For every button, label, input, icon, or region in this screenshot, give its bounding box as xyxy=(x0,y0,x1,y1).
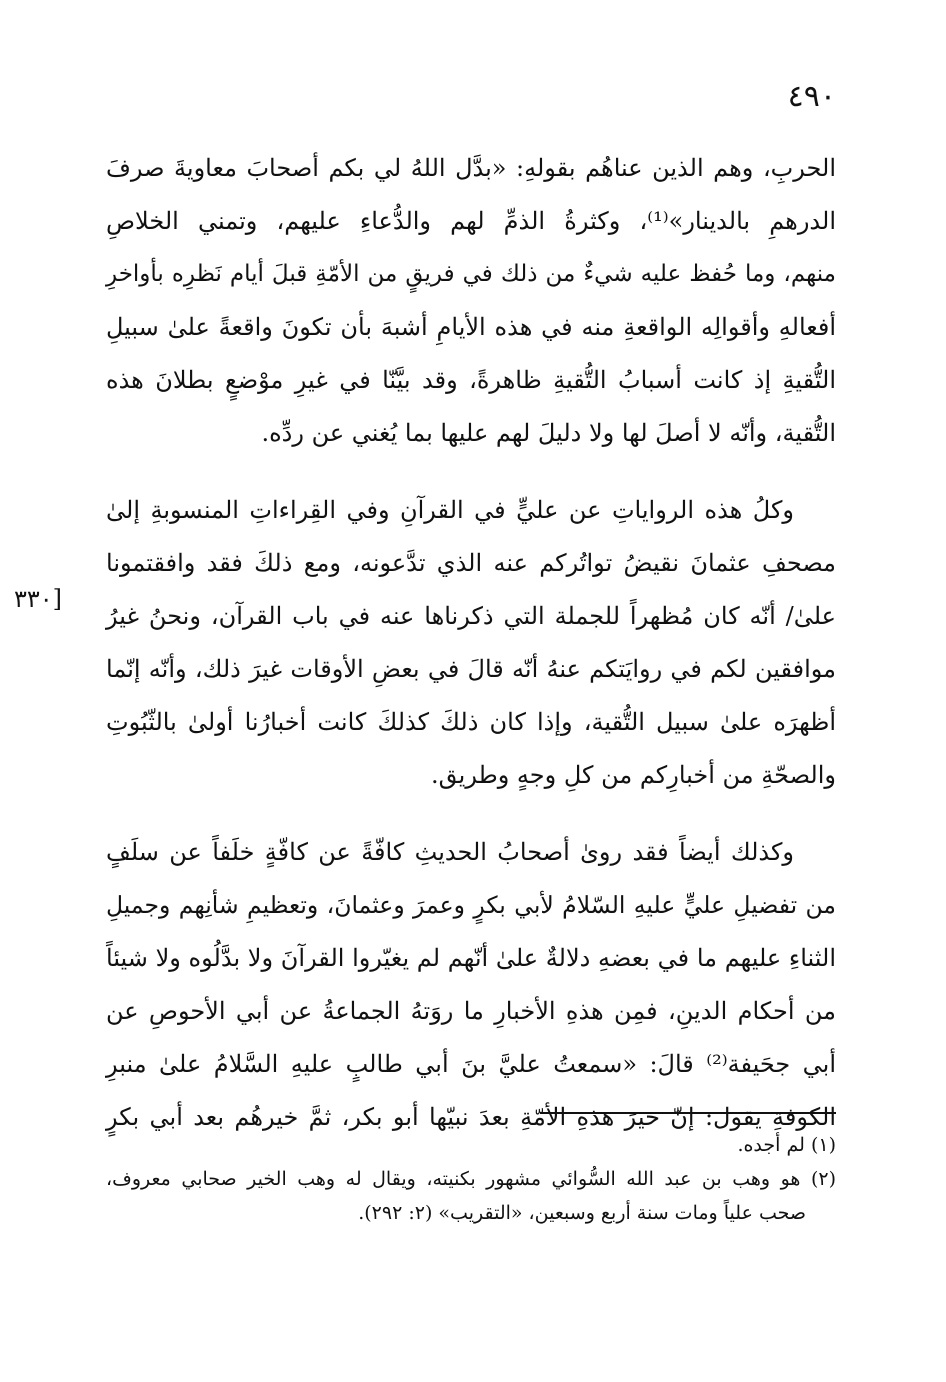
text-line: أظهرَه علىٰ سبيل التُّقية، وإذا كان ذلكَ كذلكَ كانت أخبارُنا أولىٰ بالثّبُوتِ xyxy=(106,708,836,736)
text-line: أبي جحَيفة⁽²⁾ قالَ: «سمعتُ عليَّ بنَ أبي طالبٍ عليهِ السَّلامُ علىٰ منبرِ xyxy=(106,1050,837,1078)
text-line: مصحفِ عثمانَ نقيضُ تواتُركم عنه الذي تدَّعونه، ومع ذلكَ فقد وافقتمونا xyxy=(106,549,836,577)
paragraph xyxy=(106,484,836,802)
text-line: وكذلك أيضاً فقد روىٰ أصحابُ الحديثِ كافّةً عن كافّةٍ خلَفاً عن سلَفٍ xyxy=(106,838,794,866)
text-line: الدرهمِ بالدينار»⁽¹⁾، وكثرةُ الذمِّ لهم والدُّعاءِ عليهم، وتمني الخلاصِ xyxy=(106,207,836,235)
text-line: وكلُ هذه الرواياتِ عن عليٍّ في القرآنِ وفي القِراءاتِ المنسوبةِ إلىٰ xyxy=(106,496,794,524)
footnote: (٢) هو وهب بن عبد الله السُّوائي مشهور بكنيته، ويقال له وهب الخير صحابي معروف، xyxy=(106,1168,836,1190)
text-line: والصحّةِ من أخبارِكم من كلِ وجهٍ وطريق. xyxy=(431,761,836,789)
text-line: من أحكام الدينِ، فمِن هذهِ الأخبارِ ما روَتهُ الجماعةُ عن أبي الأحوصِ عن xyxy=(106,997,836,1025)
body-text xyxy=(106,142,836,1168)
text-line: الكوفةِ يقول: إنّ خيرَ هذهِ الأمّةِ بعدَ نبيّها أبو بكر، ثمَّ خيرهُم بعد أبي بكرٍ xyxy=(106,1103,836,1131)
page-number: ٤٩٠ xyxy=(787,79,836,114)
text-line: من تفضيلِ عليٍّ عليهِ السّلامُ لأبي بكرٍ وعمرَ وعثمانَ، وتعظيمِ شأنِهم وجميلِ xyxy=(106,891,836,919)
footnote: (١) لم أجده. xyxy=(737,1134,836,1156)
paragraph xyxy=(106,826,836,1144)
text-line: التُّقية، وأنّه لا أصلَ لها ولا دليلَ لهم عليها بما يُغني عن ردِّه. xyxy=(261,419,836,447)
text-line: الثناءِ عليهم ما في بعضهِ دلالةٌ علىٰ أنّهم لم يغيّروا القرآنَ ولا بدَّلُوه ولا شيئاً xyxy=(106,944,836,972)
margin-page-reference: [٣٣٠ xyxy=(14,585,63,613)
footnotes xyxy=(106,1128,836,1230)
footnote-continuation: صحب علياً ومات سنة أربع وسبعين، «التقريب» (٢: ٢٩٢). xyxy=(358,1202,806,1224)
text-line: أفعالهِ وأقوالِه الواقعةِ منه في هذه الأيامِ أشبهَ بأن تكونَ واقعةً علىٰ سبيلِ xyxy=(106,313,836,341)
text-line: علىٰ/ أنّه كان مُظهراً للجملة التي ذكرناها عنه في باب القرآن، ونحنُ غيرُ xyxy=(106,602,836,630)
paragraph xyxy=(106,142,836,460)
text-line: موافقين لكم في روايَتكم عنهُ أنّه قالَ في بعضِ الأوقات غيرَ ذلك، وأنّه إنّما xyxy=(106,655,836,683)
text-line: الحربِ، وهم الذين عناهُم بقولهِ: «بدَّل اللهُ لي بكم أصحابَ معاويةَ صرفَ xyxy=(106,154,836,182)
text-line: التُّقيةِ إذ كانت أسبابُ التُّقيةِ ظاهرةً، وقد بيَّنّا في غيرِ موْضعٍ بطلانَ هذه xyxy=(106,366,836,394)
footnote-separator xyxy=(540,1112,836,1114)
text-line: منهم، وما حُفظ عليه شيءٌ من ذلك في فريقٍ من الأمّةِ قبلَ أيام نَظرِه بأواخرِ xyxy=(106,261,836,287)
